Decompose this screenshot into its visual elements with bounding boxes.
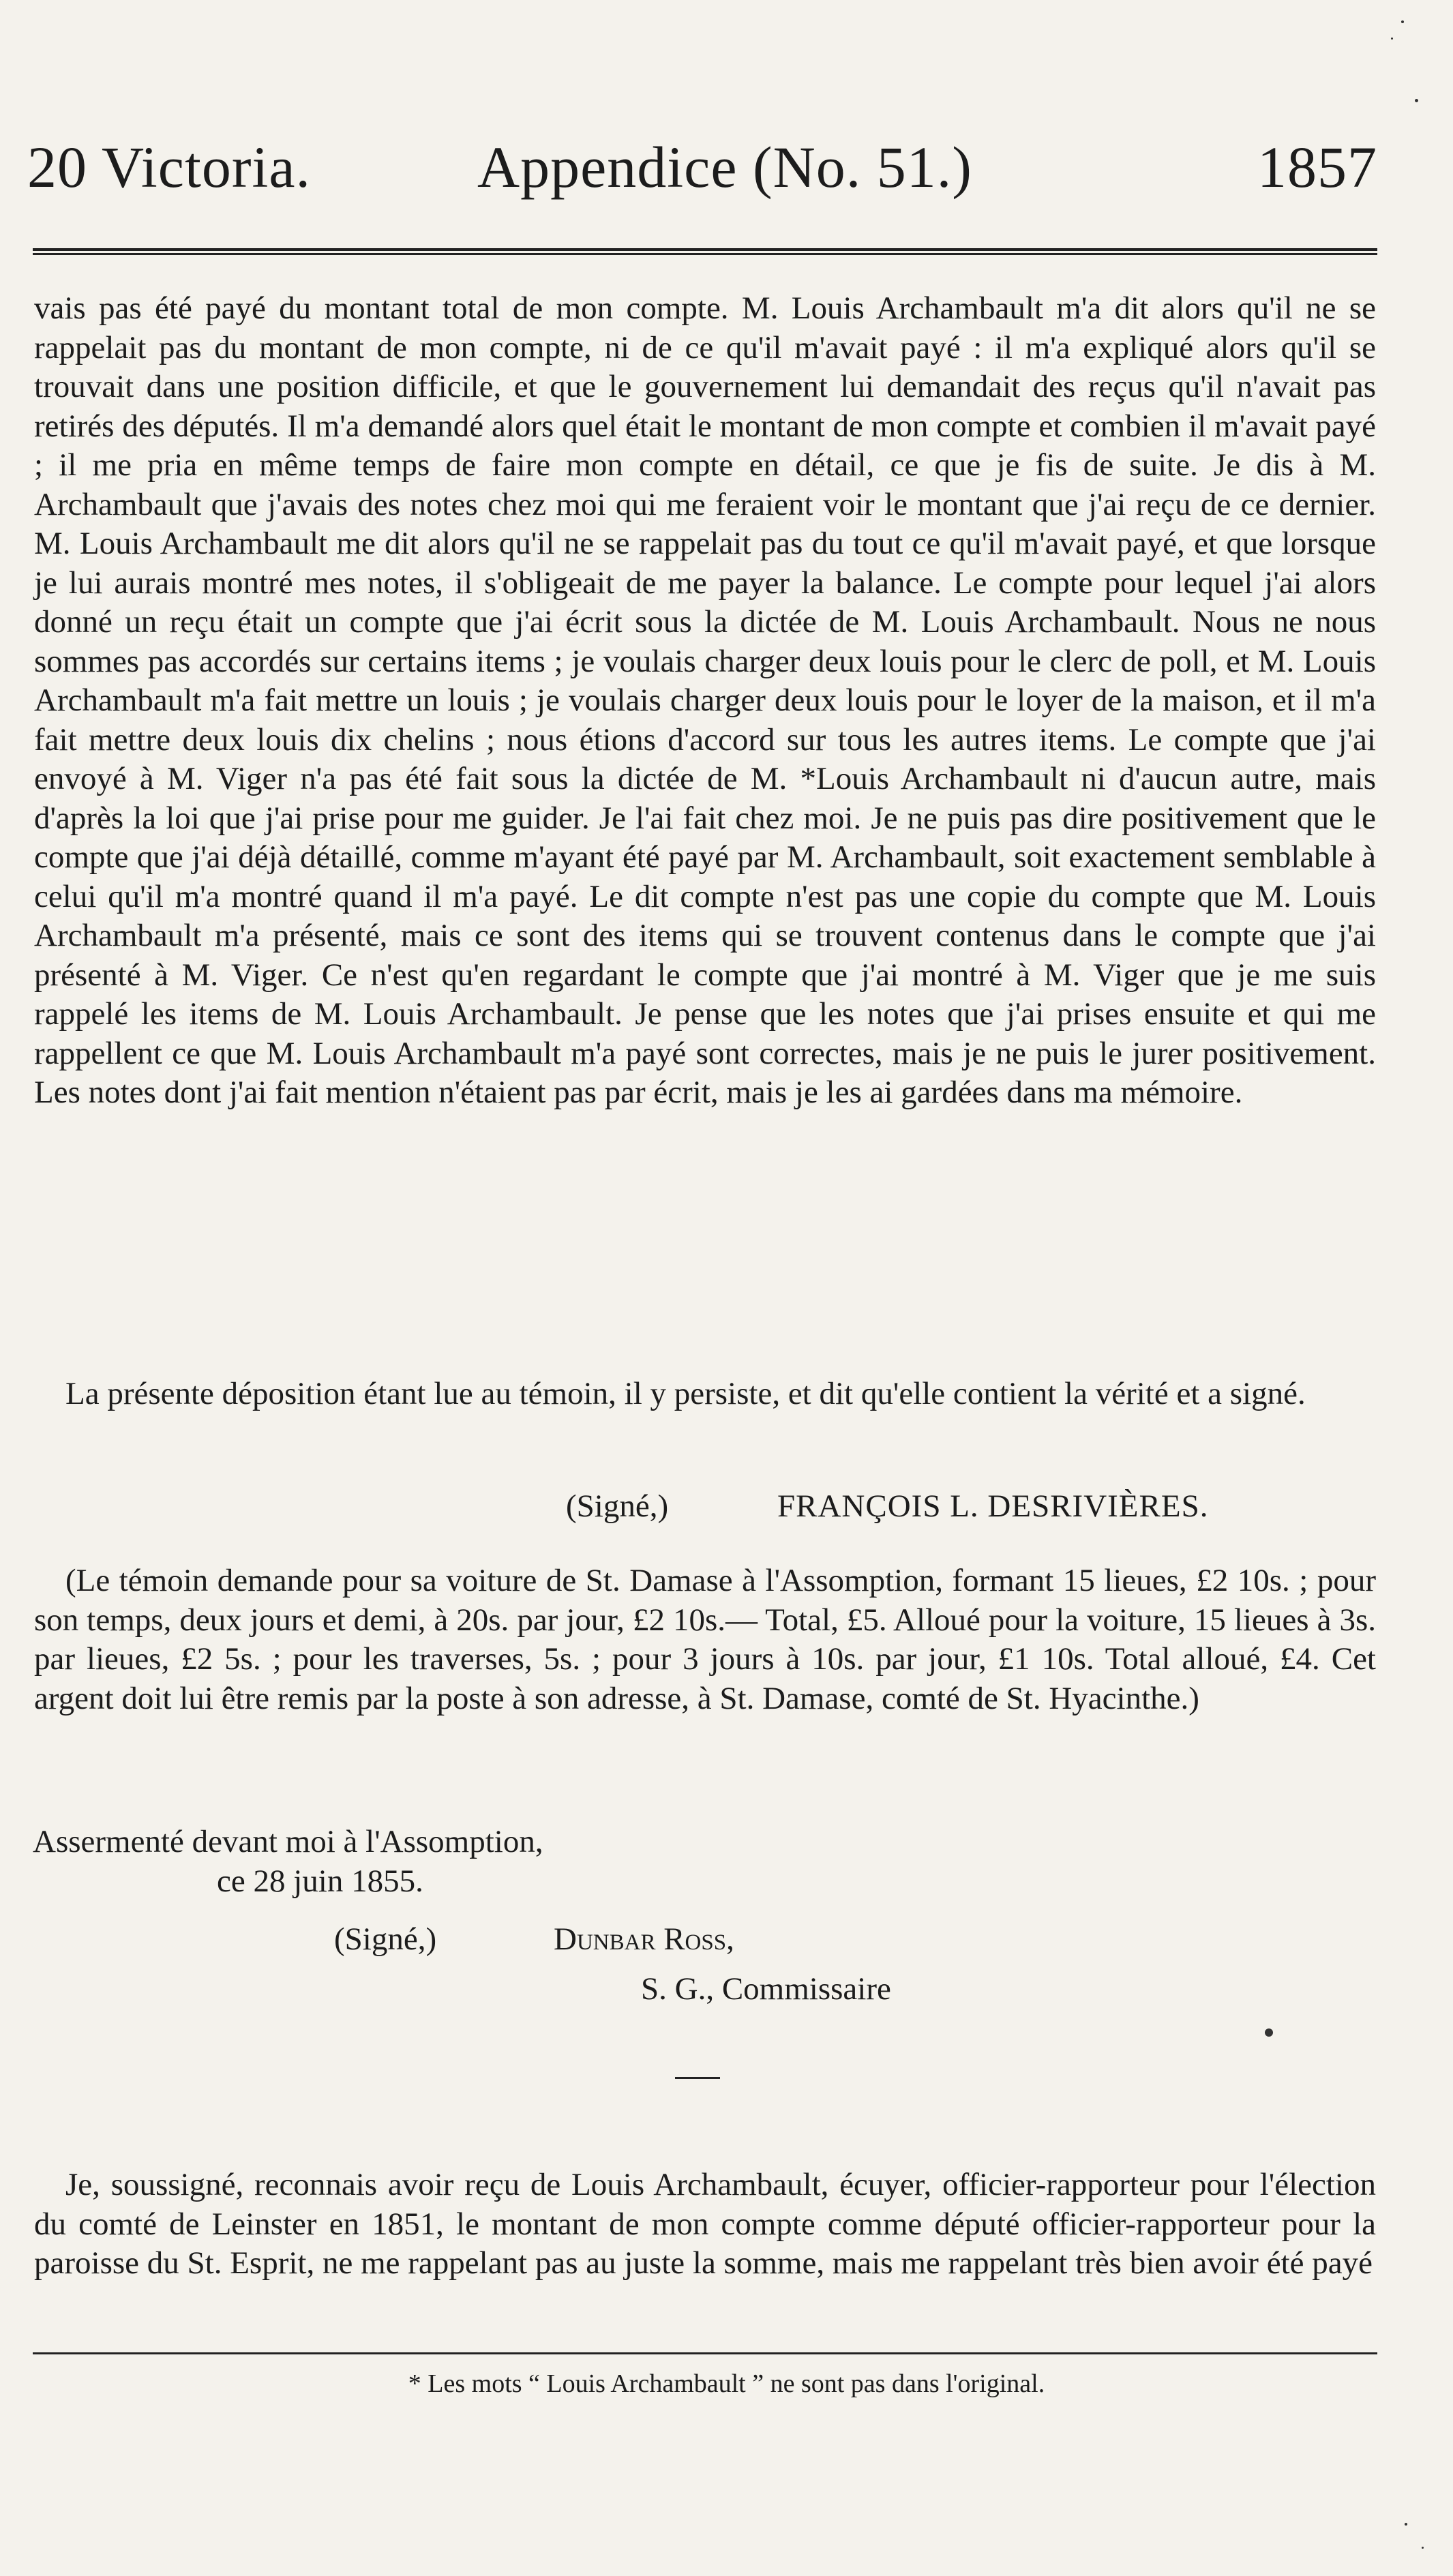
header-session: 20 Victoria. [27, 134, 312, 200]
signature-signed-label: (Signé,) [566, 1488, 669, 1524]
footnote: * Les mots “ Louis Archambault ” ne sont pas dans l'original. [408, 2369, 1045, 2398]
section-divider [675, 2077, 720, 2079]
receipt-paragraph: Je, soussigné, reconnais avoir reçu de Louis Archambault, écuyer, officier-rapporteur pour l'élection du comté de Leinster en 1851, le montant de mon compte comme député officier-rapporteur pour la paroisse du St. Esprit, ne me rappelant pas au juste la somme, mais me rappelant très bien avoir été payé [34, 2167, 1376, 2281]
page-header [27, 130, 1377, 205]
header-year: 1857 [1257, 134, 1377, 200]
header-rule [33, 248, 1377, 255]
deposition-paragraph: vais pas été payé du montant total de mon compte. M. Louis Archambault m'a dit alors qu'il ne se rappelait pas du montant de mon compte, ni de ce qu'il m'avait payé : il m'a expliqué alors qu'il se trouvait dans une position difficile, et que le gouvernement lui demandait des reçus qu'il n'avait pas retirés des députés. Il m'a demandé alors quel était le montant de mon compte et combien il m'avait payé ; il me pria en même temps de faire mon compte en détail, ce que je fis de suite. Je dis à M. Archambault que j'avais des notes chez moi qui me feraient voir le montant que j'ai reçu de ce dernier. M. Louis Archambault me dit alors qu'il ne se rappelait pas du tout ce qu'il m'avait payé, et que lorsque je lui aurais montré mes notes, il s'obligeait de me payer la balance. Le compte pour lequel j'ai alors donné un reçu était un compte que j'ai écrit sous la dictée de M. Louis Archambault. Nous ne nous sommes pas accordés sur certains items ; je voulais charger deux louis pour le clerc de poll, et M. Louis Archambault m'a fait mettre un louis ; je voulais charger deux louis pour le loyer de la maison, et il m'a fait mettre deux louis dix chelins ; nous étions d'accord sur tous les autres items. Le compte que j'ai envoyé à M. Viger n'a pas été fait sous la dictée de M. *Louis Archambault ni d'aucun autre, mais d'après la loi que j'ai prise pour me guider. Je l'ai fait chez moi. Je ne puis pas dire positivement que le compte que j'ai déjà détaillé, comme m'ayant été payé par M. Archambault, soit exactement semblable à celui qu'il m'a montré quand il m'a payé. Le dit compte n'est pas une copie du compte que M. Louis Archambault m'a présenté, mais ce sont des items qui se trouvent contenus dans le compte que j'ai présenté à M. Viger. Ce n'est qu'en regardant le compte que j'ai montré à M. Viger que je me suis rappelé les items de M. Louis Archambault. Je pense que les notes que j'ai prises ensuite et qui me rappellent ce que M. Louis Archambault m'a payé sont correctes, mais je ne puis le jurer positivement. Les notes dont j'ai fait mention n'étaient pas par écrit, mais je les ai gardées dans ma mémoire. [34, 290, 1376, 1110]
sworn-line: Assermenté devant moi à l'Assomption, [33, 1824, 543, 1859]
print-speck [1391, 38, 1393, 40]
commissioner-name: Dunbar Ross, [554, 1921, 734, 1957]
closing-paragraph: La présente déposition étant lue au témoin, il y persiste, et dit qu'elle contient la vérité et a signé. [65, 1376, 1306, 1411]
print-speck [1265, 2028, 1273, 2037]
expenses-paragraph: (Le témoin demande pour sa voiture de St. Damase à l'Assomption, formant 15 lieues, £2 10s. ; pour son temps, deux jours et demi, à 20s. par jour, £2 10s.— Total, £5. Alloué pour la voiture, 15 lieues à 3s. par lieues, £2 5s. ; pour les traverses, 5s. ; pour 3 jours à 10s. par jour, £1 10s. Total alloué, £4. Cet argent doit lui être remis par la poste à son adresse, à St. Damase, comté de St. Hyacinthe.) [34, 1563, 1376, 1716]
header-appendix: Appendice (No. 51.) [477, 134, 972, 200]
print-speck [1405, 2523, 1407, 2526]
print-speck [1401, 20, 1404, 23]
commissioner-signed-label: (Signé,) [334, 1921, 437, 1957]
print-speck [1415, 99, 1418, 102]
commissioner-title: S. G., Commissaire [641, 1971, 891, 2007]
sworn-date: ce 28 juin 1855. [217, 1863, 423, 1899]
signature-name: FRANÇOIS L. DESRIVIÈRES. [777, 1488, 1209, 1524]
print-speck [1422, 2547, 1424, 2549]
footnote-rule [33, 2352, 1377, 2354]
